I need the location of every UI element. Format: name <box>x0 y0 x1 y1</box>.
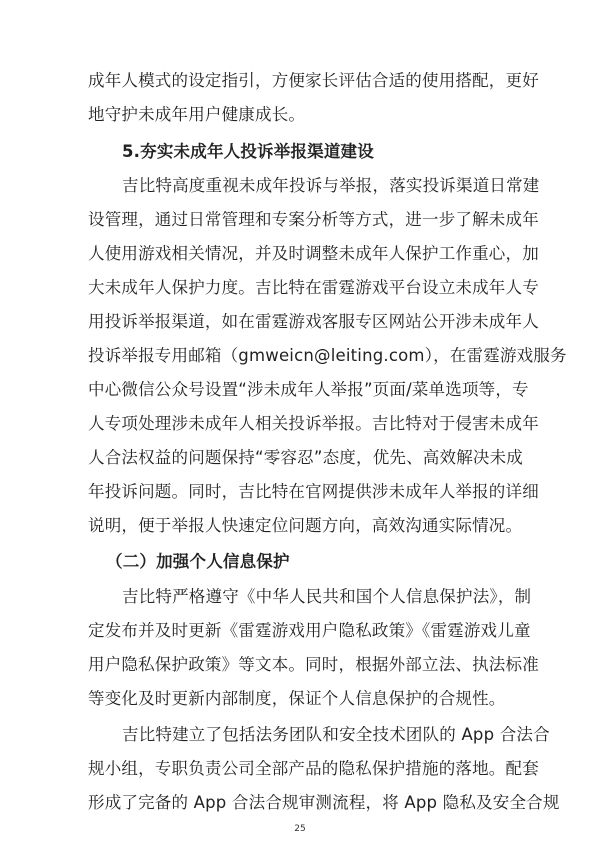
body-text-line: 人专项处理涉未成年人相关投诉举报。吉比特对于侵害未成年 <box>88 414 539 433</box>
body-text-line: 说明，便于举报人快速定位问题方向，高效沟通实际情况。 <box>88 516 523 535</box>
subsection-heading: （二）加强个人信息保护 <box>106 552 290 571</box>
body-text-line: 定发布并及时更新《雷霆游戏用户隐私政策》《雷霆游戏儿童 <box>88 621 531 640</box>
body-text-line: 吉比特高度重视未成年投诉与举报，落实投诉渠道日常建 <box>122 176 540 195</box>
body-text-line: 投诉举报专用邮箱（gmweicn@leiting.com），在雷霆游戏服务 <box>88 346 567 365</box>
body-text-line: 吉比特建立了包括法务团队和安全技术团队的 App 合法合 <box>122 725 550 744</box>
body-text-line: 规小组，专职负责公司全部产品的隐私保护措施的落地。配套 <box>88 759 539 778</box>
body-text-line-last: 形成了完备的 App 合法合规审测流程，将 App 隐私及安全合规 <box>88 793 560 812</box>
page-number: 25 <box>294 824 306 834</box>
body-text-line: 吉比特严格遵守《中华人民共和国个人信息保护法》，制 <box>122 587 532 606</box>
body-text-line: 成年人模式的设定指引，方便家长评估合适的使用搭配，更好 <box>88 71 539 90</box>
section-heading: 5.夯实未成年人投诉举报渠道建设 <box>122 142 374 161</box>
body-text-line: 地守护未成年用户健康成长。 <box>88 105 306 124</box>
body-text-line: 等变化及时更新内部制度，保证个人信息保护的合规性。 <box>88 689 506 708</box>
body-text-line: 人合法权益的问题保持“零容忍”态度，优先、高效解决未成 <box>88 448 523 467</box>
body-text-line: 用户隐私保护政策》等文本。同时，根据外部立法、执法标准 <box>88 655 539 674</box>
body-text-line: 年投诉问题。同时，吉比特在官网提供涉未成年人举报的详细 <box>88 482 539 501</box>
body-text-line: 设管理，通过日常管理和专案分析等方式，进一步了解未成年 <box>88 210 539 229</box>
body-text-line: 中心微信公众号设置“涉未成年人举报”页面/菜单选项等，专 <box>88 380 529 399</box>
body-text-line: 用投诉举报渠道，如在雷霆游戏客服专区网站公开涉未成年人 <box>88 312 539 331</box>
body-text-line: 大未成年人保护力度。吉比特在雷霆游戏平台设立未成年人专 <box>88 278 539 297</box>
body-text-line: 人使用游戏相关情况，并及时调整未成年人保护工作重心，加 <box>88 244 539 263</box>
